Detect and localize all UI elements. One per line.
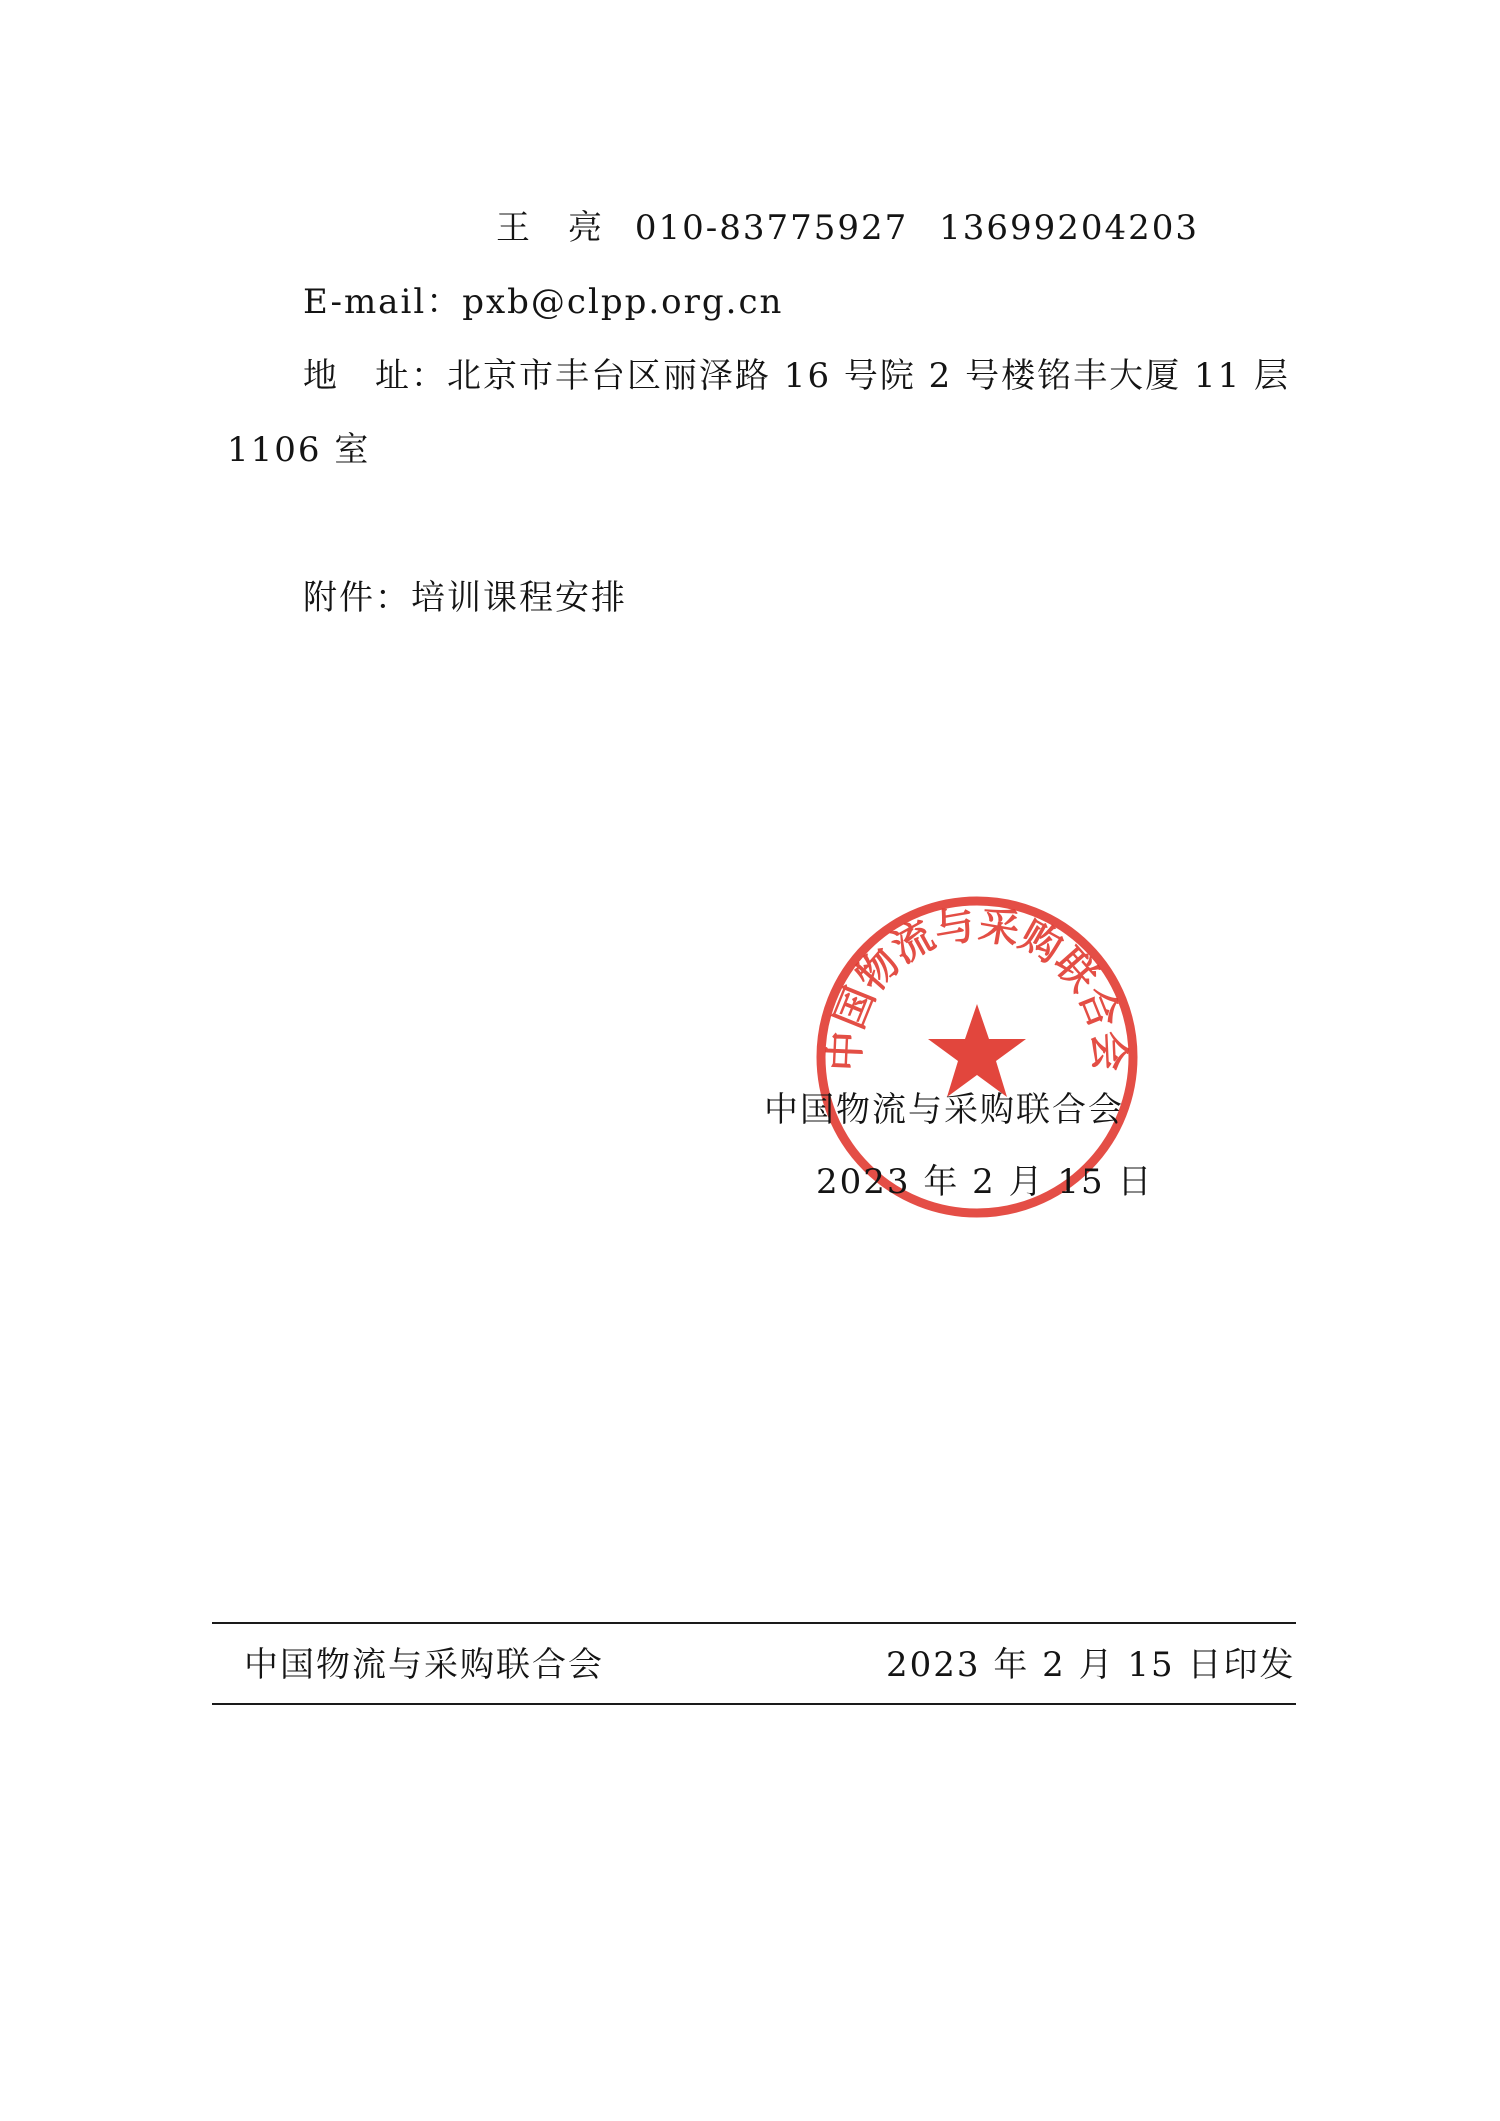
contact-name: 王 亮 [496,208,604,248]
address-line-continued [227,430,370,470]
address-label: 地 址： [303,356,447,396]
footer-date: 2023 年 2 月 15 日印发 [886,1645,1296,1685]
contact-mobile: 13699204203 [939,208,1200,248]
footer-bottom-rule [212,1703,1296,1705]
contact-person-line [496,208,1199,248]
address-text: 北京市丰台区丽泽路 16 号院 2 号楼铭丰大厦 11 层 [447,356,1291,396]
email-label: E-mail： [303,282,463,322]
contact-phone: 010-83775927 [634,208,909,248]
attachment-title: 培训课程安排 [411,578,627,618]
address-room: 1106 室 [227,430,371,470]
attachment-label: 附件： [303,578,411,618]
signature-date: 2023 年 2 月 15 日 [816,1162,1154,1202]
email-line [303,282,783,322]
attachment-line [303,578,627,618]
seal-text: 中国物流与采购联合会 [821,900,1133,1073]
footer-organization: 中国物流与采购联合会 [244,1645,604,1685]
footer-top-rule [212,1622,1296,1624]
star-icon [928,1004,1026,1097]
address-line [303,356,1290,396]
email-address[interactable]: pxb@clpp.org.cn [462,282,784,322]
signature-organization: 中国物流与采购联合会 [764,1090,1124,1130]
